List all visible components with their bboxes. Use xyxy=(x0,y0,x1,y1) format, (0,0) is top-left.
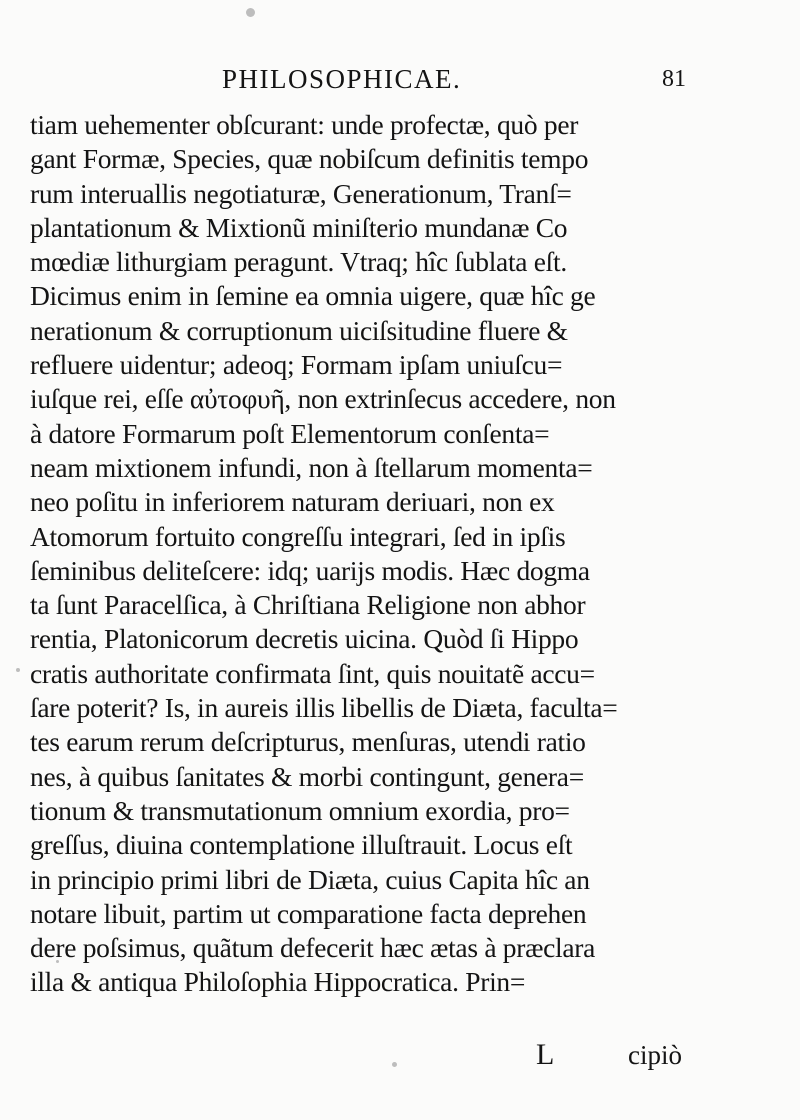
text-line: tiam uehementer obſcurant: unde profectæ, quò per xyxy=(30,109,579,140)
running-title: PHILOSOPHICAE. xyxy=(222,64,462,94)
text-line: greſſus, diuina contemplatione illuſtrauit. Locus eſt xyxy=(30,829,573,861)
text-line: ſare poterit? Is, in aureis illis libellis de Diæta, faculta= xyxy=(30,692,618,724)
text-line: ſeminibus deliteſcere: idq; uarijs modis. Hæc dogma xyxy=(30,554,590,586)
page-footer xyxy=(0,1038,800,1078)
text-line: refluere uidentur; adeoq; Formam ipſam uniuſcu= xyxy=(30,349,563,381)
text-line: tionum & transmutationum omnium exordia, pro= xyxy=(30,794,570,826)
text-line: neo poſitu in inferiorem naturam deriuari, non ex xyxy=(30,486,555,518)
text-line: iuſque rei, eſſe αὐτοφυῆ, non extrinſecus accedere, non xyxy=(30,383,616,415)
text-line: tes earum rerum deſcripturus, menſuras, utendi ratio xyxy=(30,726,586,758)
text-line: rum interuallis negotiaturæ, Generationum, Tranſ= xyxy=(30,177,572,209)
text-line: nerationum & corruptionum uiciſsitudine fluere & xyxy=(30,314,568,346)
text-line: ta ſunt Paracelſica, à Chriſtiana Religione non abhor xyxy=(30,589,586,621)
text-line: dere poſsimus, quãtum defecerit hæc ætas à præclara xyxy=(30,932,596,964)
text-line: cratis authoritate confirmata ſint, quis nouitatẽ accu= xyxy=(30,657,595,689)
text-line: gant Formæ, Species, quæ nobiſcum definitis tempo xyxy=(30,143,589,175)
text-line: in principio primi libri de Diæta, cuius Capita hîc an xyxy=(30,863,590,895)
text-line: plantationum & Mixtionũ miniſterio mundanæ Co xyxy=(30,211,568,243)
page-number: 81 xyxy=(662,66,686,92)
text-line: rentia, Platonicorum decretis uicina. Quòd ſi Hippo xyxy=(30,623,579,655)
text-line: Dicimus enim in ſemine ea omnia uigere, quæ hîc ge xyxy=(30,280,596,312)
text-line: neam mixtionem infundi, non à ſtellarum momenta= xyxy=(30,451,593,483)
page-header xyxy=(0,64,800,104)
scan-speck xyxy=(246,8,255,17)
body-text xyxy=(30,108,720,1000)
catchword: cipiò xyxy=(628,1040,682,1070)
scan-speck xyxy=(16,668,20,672)
text-line: notare libuit, partim ut comparatione facta deprehen xyxy=(30,897,587,929)
signature-mark: L xyxy=(536,1038,555,1071)
text-line: Atomorum fortuito congreſſu integrari, ſed in ipſis xyxy=(30,520,566,552)
text-line: mœdiæ lithurgiam peragunt. Vtraq; hîc ſublata eſt. xyxy=(30,246,567,278)
text-line: à datore Formarum poſt Elementorum conſenta= xyxy=(30,417,550,449)
text-line: nes, à quibus ſanitates & morbi contingunt, genera= xyxy=(30,760,584,792)
text-line: illa & antiqua Philoſophia Hippocratica. Prin= xyxy=(30,966,526,998)
